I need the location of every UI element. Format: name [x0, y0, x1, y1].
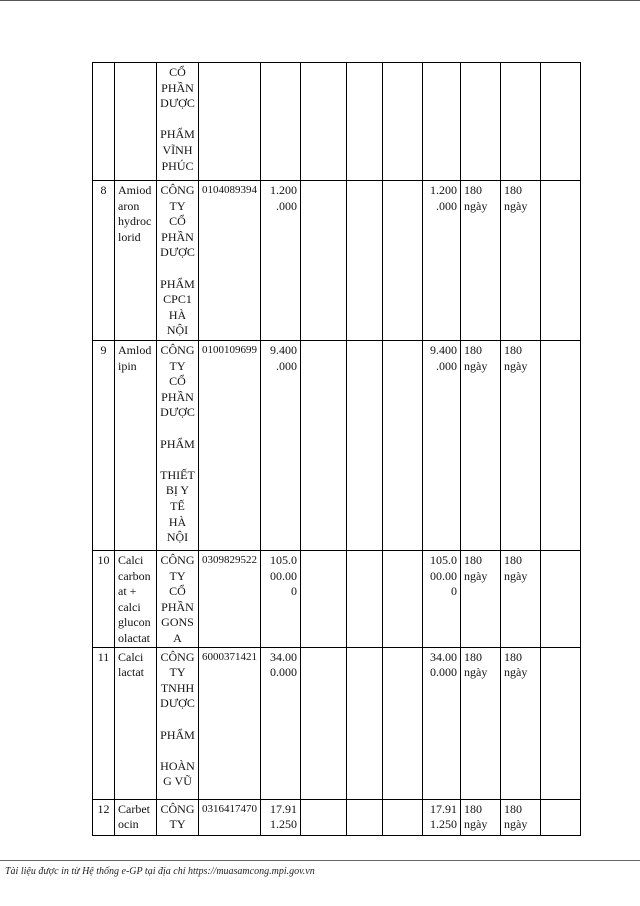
validity-days-cell — [501, 63, 541, 181]
empty-cell — [541, 341, 581, 551]
supplier-name-line: CỔ — [169, 584, 186, 599]
supplier-name-cell — [157, 551, 199, 648]
empty-cell — [347, 551, 383, 648]
supplier-name-line: TY — [169, 198, 186, 213]
quantity-cell — [261, 63, 301, 181]
empty-cell — [383, 799, 423, 835]
footer-divider — [0, 860, 640, 861]
supplier-name-line: TẾ — [170, 498, 185, 513]
supplier-name-line: THIẾT — [160, 467, 195, 482]
supplier-name-line: PHẨM — [160, 127, 195, 142]
empty-cell — [347, 63, 383, 181]
validity-days-cell: 180 ngày — [501, 799, 541, 835]
tax-code-cell — [199, 63, 261, 181]
quantity-cell: 17.91 1.250 — [261, 799, 301, 835]
supplier-name-line: A — [173, 630, 182, 645]
supplier-name-line: DƯỢC — [160, 96, 195, 111]
table-row — [93, 341, 581, 551]
table-row — [93, 647, 581, 799]
supplier-name-cell — [157, 799, 199, 835]
supplier-name-line: CÔNG — [160, 343, 195, 357]
drug-name-cell: Amlod ipin — [115, 341, 157, 551]
supplier-name-line: PHẨM — [160, 727, 195, 742]
row-number-cell: 12 — [93, 799, 115, 835]
empty-cell — [383, 551, 423, 648]
top-border — [0, 0, 640, 1]
tax-code-cell: 6000371421 — [199, 647, 261, 799]
supplier-name-line: PHẨM — [160, 276, 195, 291]
supplier-name-line: GONS — [161, 615, 194, 630]
empty-cell — [301, 63, 347, 181]
supplier-name-cell — [157, 181, 199, 341]
validity-days-cell: 180 ngày — [501, 647, 541, 799]
empty-cell — [383, 341, 423, 551]
empty-cell — [301, 341, 347, 551]
row-number-cell — [93, 63, 115, 181]
supplier-name-line: PHẨM — [160, 436, 195, 451]
validity-days-cell: 180 ngày — [501, 551, 541, 648]
table-row — [93, 799, 581, 835]
supplier-name-cell — [157, 647, 199, 799]
empty-cell — [541, 647, 581, 799]
awarded-quantity-cell: 34.00 0.000 — [423, 647, 461, 799]
awarded-quantity-cell: 1.200 .000 — [423, 181, 461, 341]
awarded-quantity-cell: 105.0 00.00 0 — [423, 551, 461, 648]
supplier-name-line: DƯỢC — [160, 696, 195, 711]
drug-name-cell: Amiod aron hydroc lorid — [115, 181, 157, 341]
delivery-days-cell — [461, 63, 501, 181]
supplier-name-cell — [157, 341, 199, 551]
supplier-name-line: G VŨ — [163, 774, 192, 789]
drug-name-cell: Calci lactat — [115, 647, 157, 799]
table-row — [93, 551, 581, 648]
supplier-name-line: NỘI — [166, 530, 189, 545]
supplier-name-line: PHẦN — [161, 389, 194, 404]
validity-days-cell: 180 ngày — [501, 341, 541, 551]
drug-name-cell — [115, 63, 157, 181]
quantity-cell: 34.00 0.000 — [261, 647, 301, 799]
supplier-name-line: CỔ — [169, 65, 186, 79]
supplier-name-line: TY — [169, 358, 186, 373]
supplier-name-line: CÔNG — [160, 183, 195, 197]
row-number-cell: 10 — [93, 551, 115, 648]
tax-code-cell: 0309829522 — [199, 551, 261, 648]
delivery-days-cell: 180 ngày — [461, 799, 501, 835]
delivery-days-cell: 180 ngày — [461, 341, 501, 551]
empty-cell — [301, 181, 347, 341]
empty-cell — [347, 647, 383, 799]
row-number-cell: 11 — [93, 647, 115, 799]
empty-cell — [383, 647, 423, 799]
supplier-name-line: TY — [169, 665, 186, 680]
empty-cell — [541, 799, 581, 835]
drug-name-cell: Calci carbon at + calci glucon olactat — [115, 551, 157, 648]
empty-cell — [541, 181, 581, 341]
supplier-name-line: HÀ — [168, 514, 187, 529]
delivery-days-cell: 180 ngày — [461, 551, 501, 648]
awarded-quantity-cell: 17.91 1.250 — [423, 799, 461, 835]
tax-code-cell: 0316417470 — [199, 799, 261, 835]
supplier-name-line: NỘI — [166, 323, 189, 338]
delivery-days-cell: 180 ngày — [461, 181, 501, 341]
tax-code-cell: 0100109699 — [199, 341, 261, 551]
quantity-cell: 1.200 .000 — [261, 181, 301, 341]
supplier-name-line: HOÀN — [160, 758, 195, 773]
empty-cell — [347, 341, 383, 551]
supplier-name-line: CỔ — [169, 374, 186, 389]
quantity-cell: 105.0 00.00 0 — [261, 551, 301, 648]
empty-cell — [541, 63, 581, 181]
empty-cell — [383, 63, 423, 181]
footer-note: Tài liệu được in từ Hệ thống e-GP tại địa chỉ https://muasamcong.mpi.gov.vn — [5, 866, 315, 877]
empty-cell — [383, 181, 423, 341]
supplier-name-line: DƯỢC — [160, 245, 195, 260]
table-row — [93, 181, 581, 341]
supplier-name-line: CỔ — [169, 214, 186, 229]
supplier-name-line: CÔNG — [160, 553, 195, 567]
supplier-name-line: HÀ — [168, 307, 187, 322]
supplier-name-line: CÔNG — [160, 649, 195, 664]
supplier-name-line: TY — [169, 817, 186, 832]
supplier-name-line: PHẦN — [161, 229, 194, 244]
validity-days-cell: 180 ngày — [501, 181, 541, 341]
supplier-name-line: DƯỢC — [160, 405, 195, 420]
tax-code-cell: 0104089394 — [199, 181, 261, 341]
supplier-name-line: TY — [169, 568, 186, 583]
awarded-quantity-cell: 9.400 .000 — [423, 341, 461, 551]
row-number-cell: 8 — [93, 181, 115, 341]
table-row — [93, 63, 581, 181]
empty-cell — [301, 551, 347, 648]
empty-cell — [347, 799, 383, 835]
empty-cell — [301, 647, 347, 799]
supplier-name-cell — [157, 63, 199, 181]
supplier-name-line: PHẦN — [161, 80, 194, 95]
contractor-table — [92, 62, 581, 836]
empty-cell — [301, 799, 347, 835]
supplier-name-line: CÔNG — [160, 801, 195, 816]
supplier-name-line: TNHH — [160, 680, 195, 695]
row-number-cell: 9 — [93, 341, 115, 551]
awarded-quantity-cell — [423, 63, 461, 181]
supplier-name-line: PHẦN — [161, 599, 194, 614]
drug-name-cell: Carbet ocin — [115, 799, 157, 835]
supplier-name-line: PHÚC — [161, 158, 194, 173]
empty-cell — [347, 181, 383, 341]
quantity-cell: 9.400 .000 — [261, 341, 301, 551]
supplier-name-line: CPC1 — [163, 292, 192, 307]
supplier-name-line: VĨNH — [162, 142, 193, 157]
delivery-days-cell: 180 ngày — [461, 647, 501, 799]
empty-cell — [541, 551, 581, 648]
supplier-name-line: BỊ Y — [165, 483, 190, 498]
